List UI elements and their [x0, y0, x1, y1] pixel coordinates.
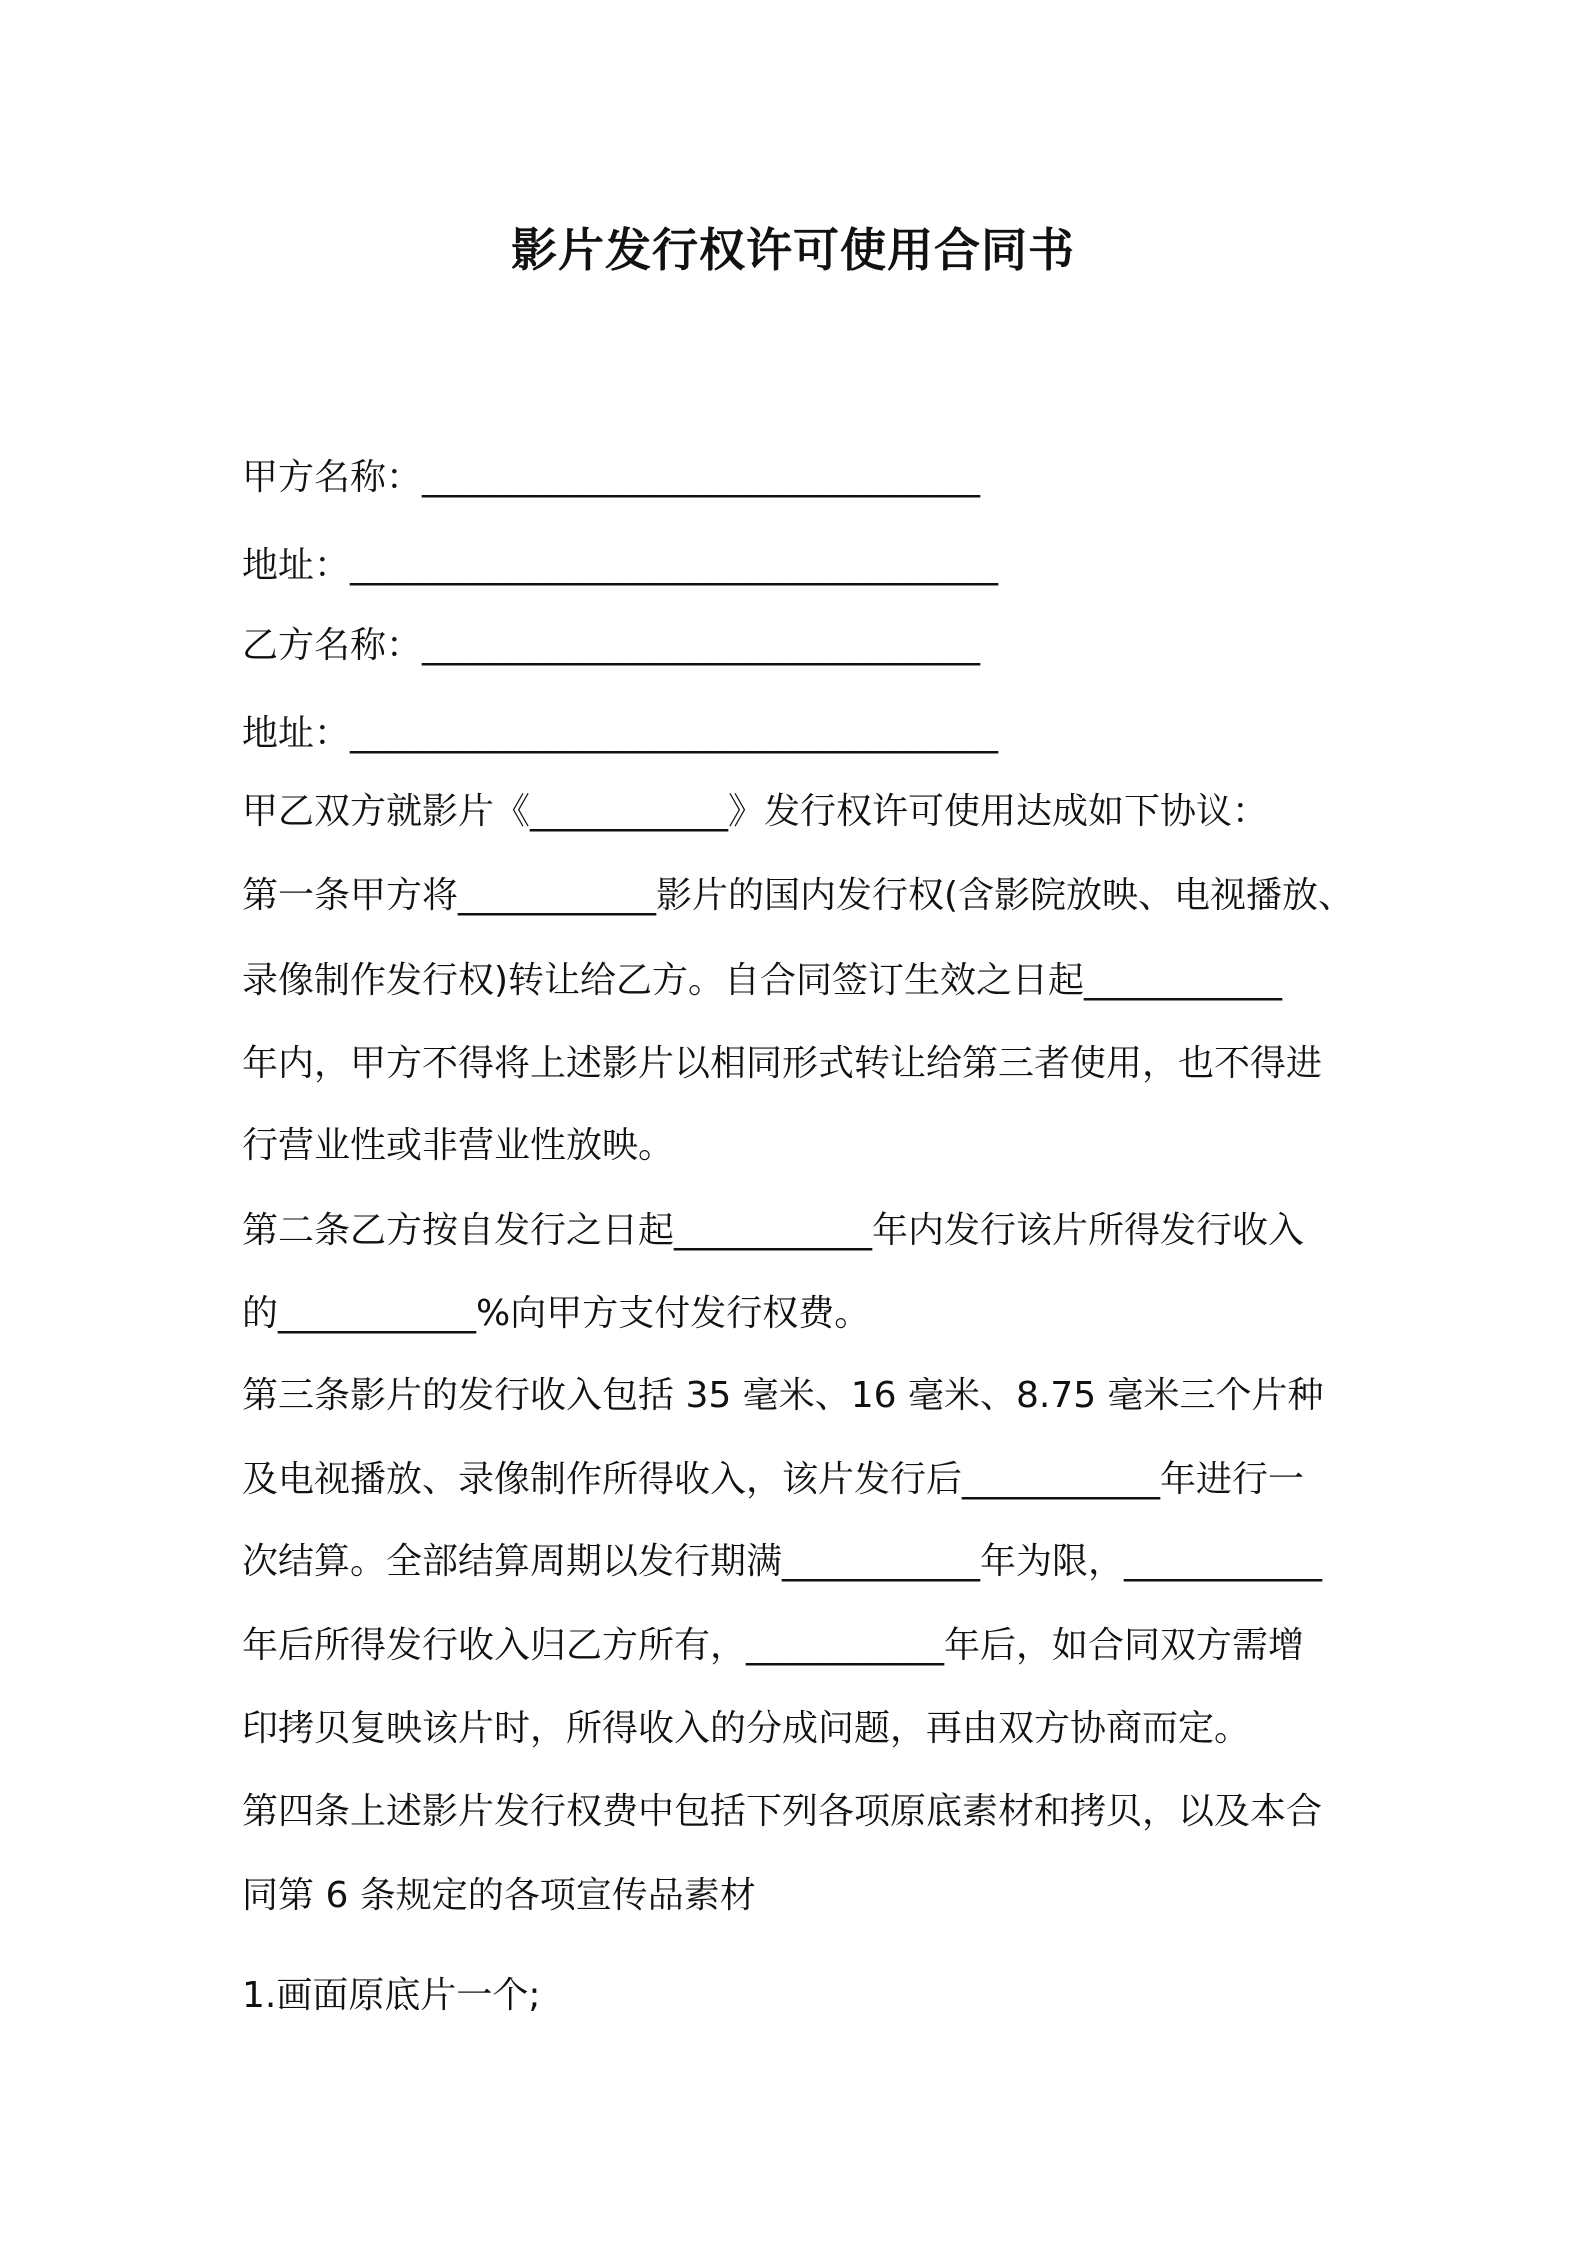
- intro-paragraph: 甲乙双方就影片《___________》发行权许可使用达成如下协议：: [242, 791, 1269, 832]
- list-item-1: 1.画面原底片一个;: [242, 1975, 541, 2016]
- party-b-address-line: 地址：____________________________________: [242, 713, 999, 754]
- article-3-line-4: 年后所得发行收入归乙方所有，___________年后，如合同双方需增: [242, 1625, 1305, 1666]
- article-2-line-1: 第二条乙方按自发行之日起___________年内发行该片所得发行收入: [242, 1210, 1305, 1251]
- article-1-line-2: 录像制作发行权)转让给乙方。自合同签订生效之日起___________: [242, 960, 1283, 1001]
- article-3-line-1: 第三条影片的发行收入包括 35 毫米、16 毫米、8.75 毫米三个片种: [242, 1375, 1324, 1416]
- article-3-line-3: 次结算。全部结算周期以发行期满___________年为限，___________: [242, 1541, 1323, 1582]
- article-1-line-4: 行营业性或非营业性放映。: [242, 1125, 675, 1166]
- article-4-line-1: 第四条上述影片发行权费中包括下列各项原底素材和拷贝，以及本合: [242, 1791, 1323, 1832]
- party-b-name-line: 乙方名称：_______________________________: [242, 625, 981, 666]
- article-1-line-3: 年内，甲方不得将上述影片以相同形式转让给第三者使用，也不得进: [242, 1043, 1323, 1084]
- party-a-name-line: 甲方名称：_______________________________: [242, 457, 981, 498]
- article-3-line-2: 及电视播放、录像制作所得收入，该片发行后___________年进行一: [242, 1459, 1305, 1500]
- article-2-line-2: 的___________%向甲方支付发行权费。: [242, 1293, 871, 1334]
- article-3-line-5: 印拷贝复映该片时，所得收入的分成问题，再由双方协商而定。: [242, 1708, 1251, 1749]
- party-a-address-line: 地址：____________________________________: [242, 545, 999, 586]
- article-4-line-2: 同第 6 条规定的各项宣传品素材: [242, 1875, 756, 1916]
- document-title: 影片发行权许可使用合同书: [511, 223, 1075, 277]
- article-1-line-1: 第一条甲方将___________影片的国内发行权(含影院放映、电视播放、: [242, 875, 1355, 916]
